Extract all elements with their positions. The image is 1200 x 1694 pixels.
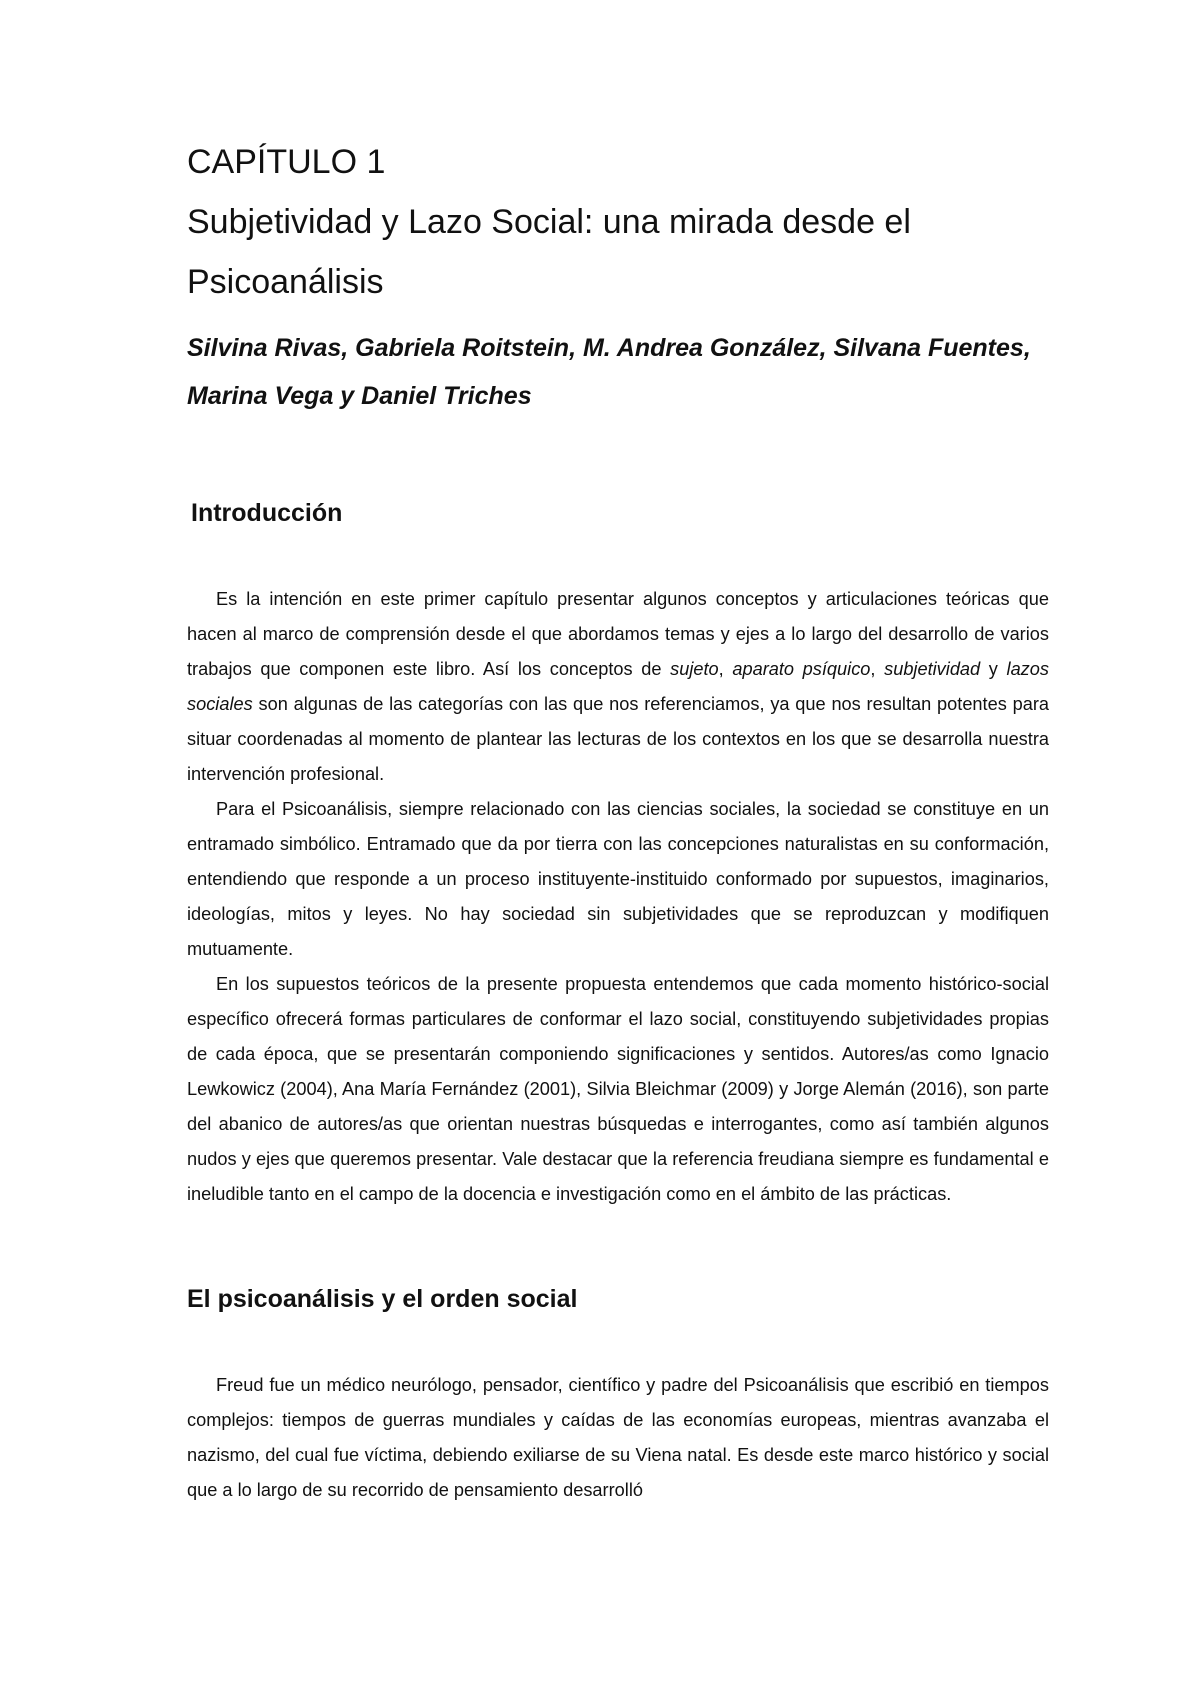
paragraph: Freud fue un médico neurólogo, pensador, científico y padre del Psicoanálisis que escribió en tiempos complejos: tiempos de guerras mundiales y caídas de las economías europeas, mientras avanzaba el nazismo, del cual fue víctima, debiendo exiliarse de su Viena natal. Es desde este marco histórico y social que a lo largo de su recorrido de pensamiento desarrolló (187, 1375, 1049, 1500)
italic-term: subjetividad (884, 659, 981, 679)
section-heading-introduccion: Introducción (191, 499, 343, 527)
paragraph: Para el Psicoanálisis, siempre relacionado con las ciencias sociales, la sociedad se constituye en un entramado simbólico. Entramado que da por tierra con las concepciones naturalistas en su conformación, entendiendo que responde a un proceso instituyente-instituido conformado por supuestos, imaginarios, ideologías, mitos y leyes. No hay sociedad sin subjetividades que se reproduzcan y modifiquen mutuamente. (187, 799, 1049, 959)
section-orden-social (187, 1282, 1049, 1508)
italic-term: sujeto (670, 659, 719, 679)
chapter-authors: Silvina Rivas, Gabriela Roitstein, M. Andrea González, Silvana Fuentes, Marina Vega y Daniel Triches (187, 334, 1031, 410)
paragraph-text: Es la intención en este primer capítulo presentar algunos conceptos y articulaciones teóricas que hacen al marco de comprensión desde el que abordamos temas y ejes a lo largo del desarrollo de varios trabajos que componen este libro. Así los conceptos de (187, 589, 1049, 679)
chapter-title: Subjetividad y Lazo Social: una mirada desde el Psicoanálisis (187, 203, 911, 301)
section-heading-orden-social: El psicoanálisis y el orden social (187, 1285, 578, 1313)
section-body-orden-social (187, 1368, 1049, 1508)
section-introduccion (187, 496, 1049, 1212)
document-page (187, 140, 1049, 1508)
paragraph-text: y (980, 659, 1007, 679)
section-body-introduccion (187, 582, 1049, 1212)
paragraph-text: , (718, 659, 733, 679)
paragraph: En los supuestos teóricos de la presente propuesta entendemos que cada momento histórico-social específico ofrecerá formas particulares de conformar el lazo social, constituyendo subjetividades propias de cada época, que se presentarán componiendo significaciones y sentidos. Autores/as como Ignacio Lewkowicz (2004), Ana María Fernández (2001), Silvia Bleichmar (2009) y Jorge Alemán (2016), son parte del abanico de autores/as que orientan nuestras búsquedas e interrogantes, como así también algunos nudos y ejes que queremos presentar. Vale destacar que la referencia freudiana siempre es fundamental e ineludible tanto en el campo de la docencia e investigación como en el ámbito de las prácticas. (187, 974, 1049, 1204)
italic-term: lazos sociales (187, 659, 1049, 714)
paragraph (187, 582, 1049, 792)
chapter-label: CAPÍTULO 1 (187, 143, 386, 181)
paragraph-text: , (870, 659, 885, 679)
italic-term: aparato psíquico (732, 659, 871, 679)
paragraph-text: son algunas de las categorías con las que nos referenciamos, ya que nos resultan potentes para situar coordenadas al momento de plantear las lecturas de los contextos en los que se desarrolla nuestra intervención profesional. (187, 694, 1049, 784)
